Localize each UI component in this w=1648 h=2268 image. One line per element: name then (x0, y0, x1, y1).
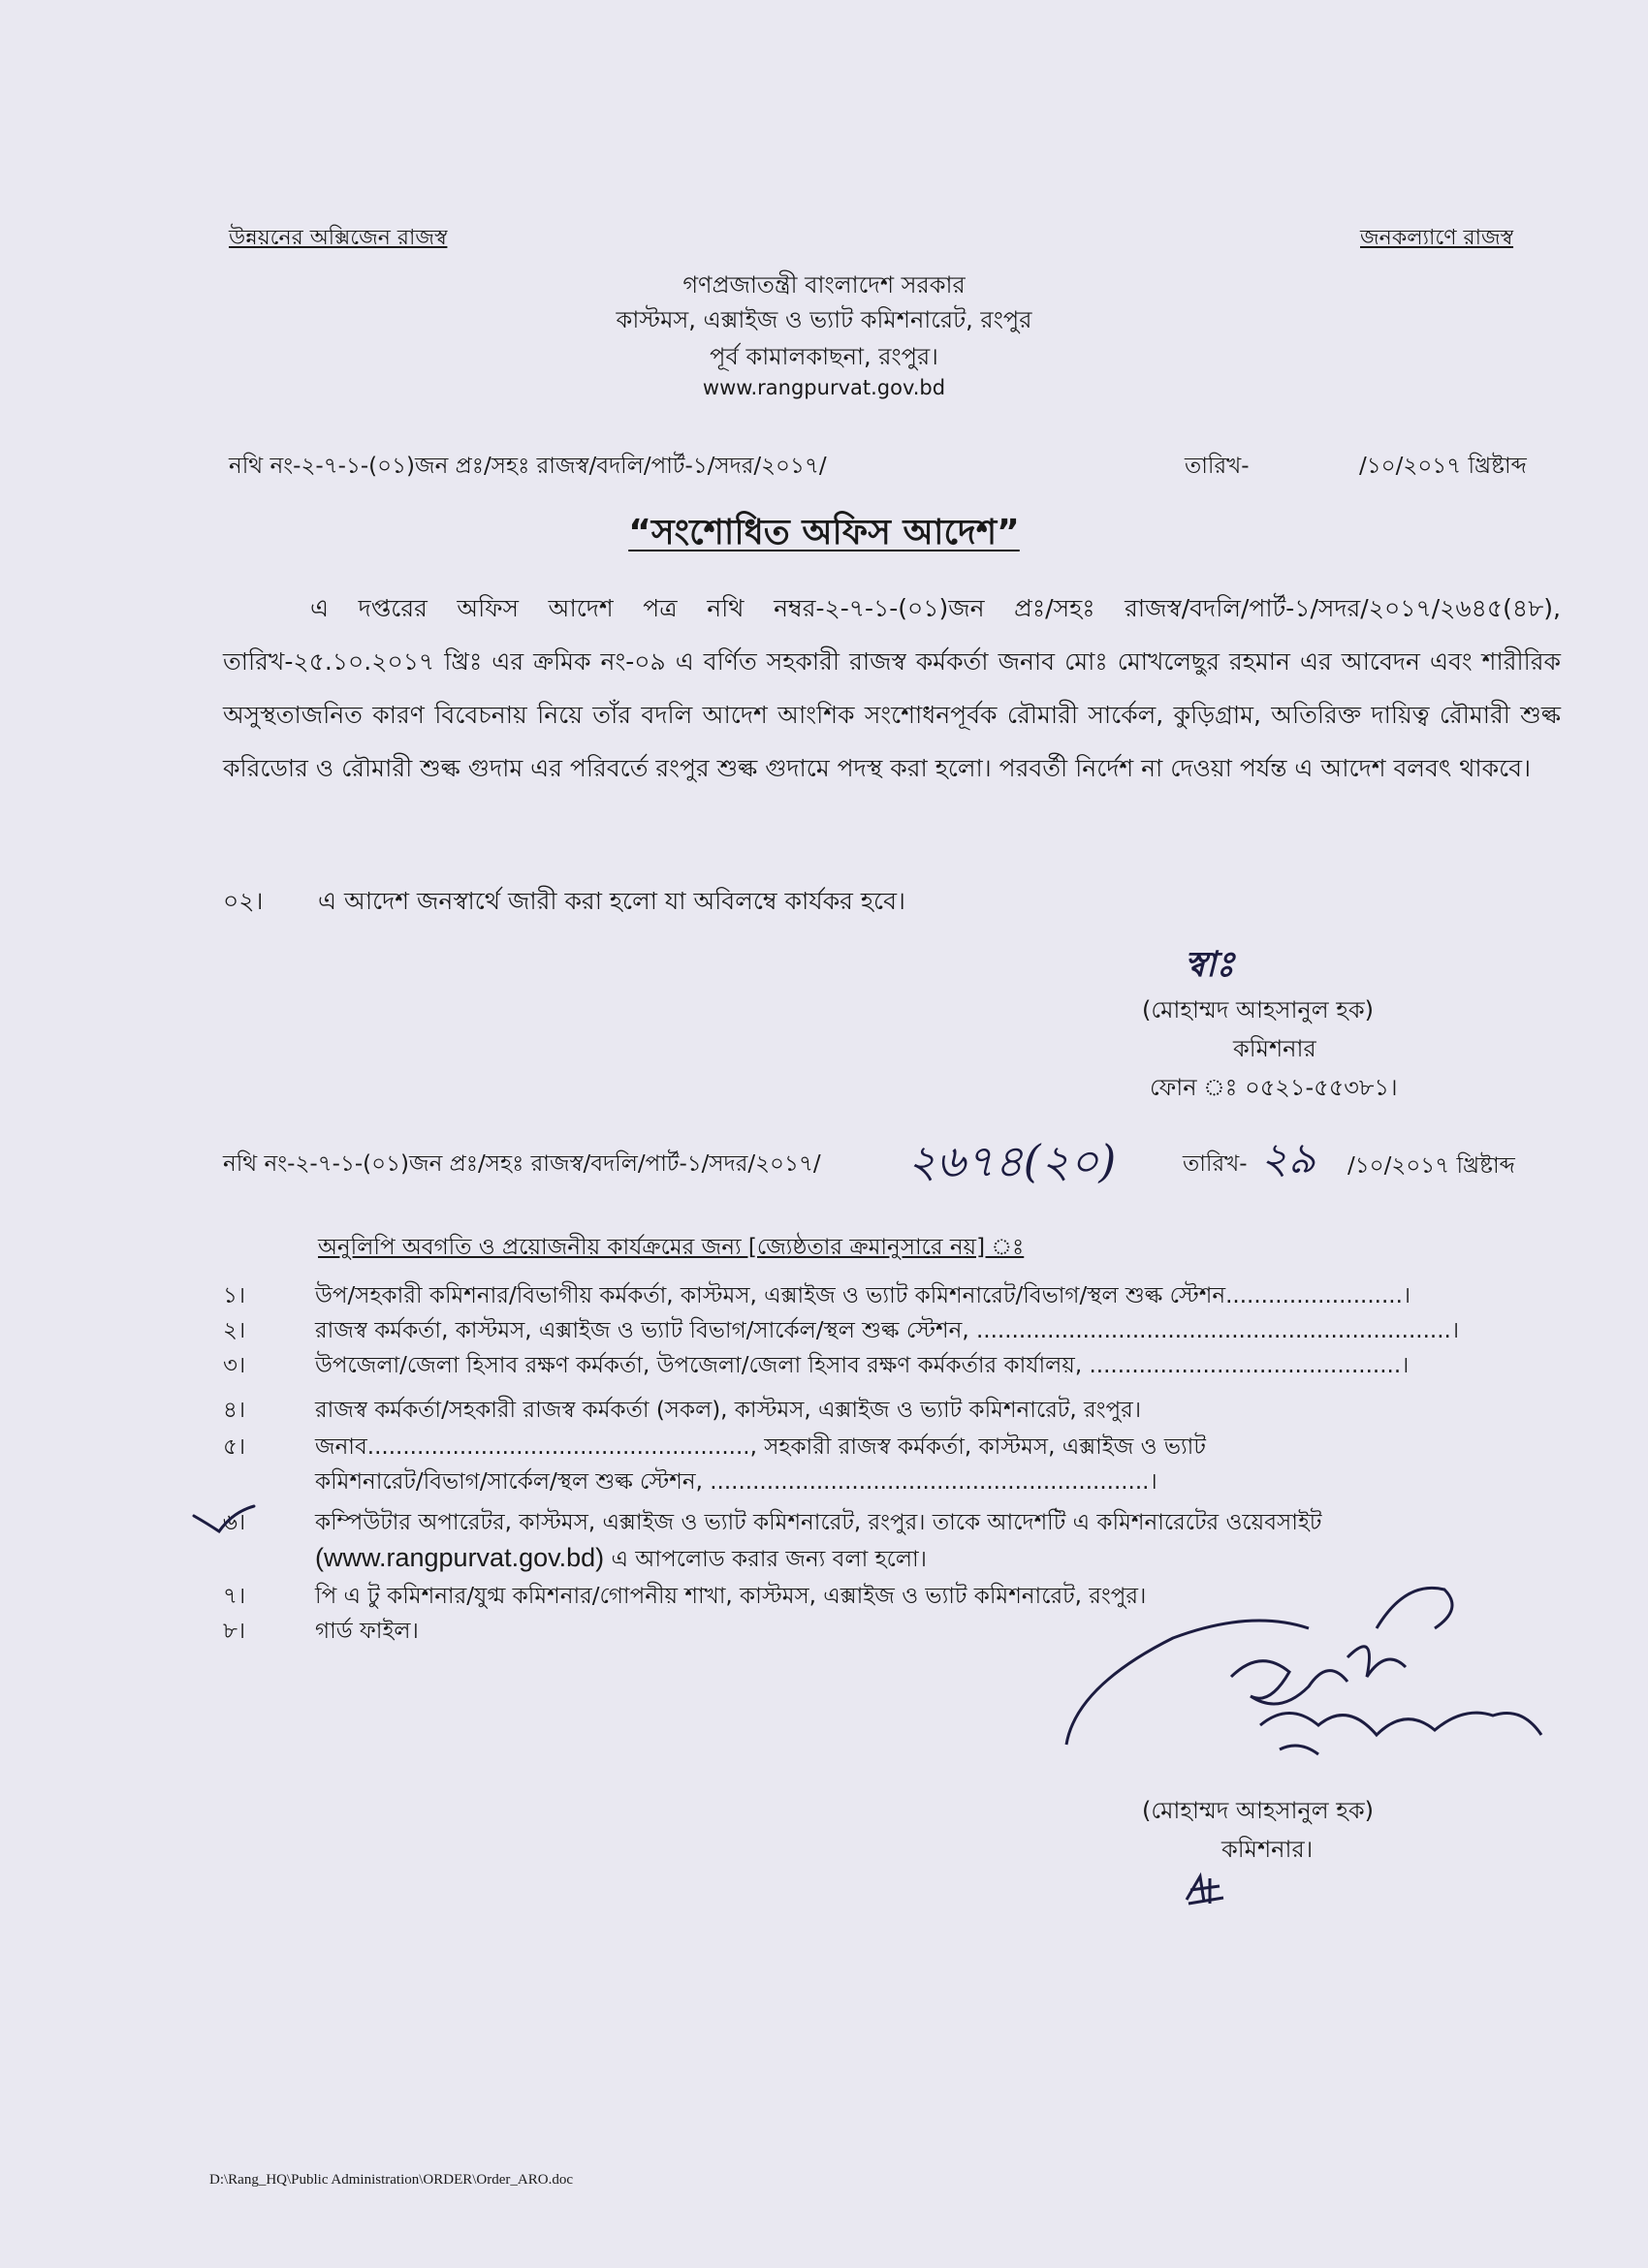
order-title (0, 506, 1648, 564)
footer-file-path: D:\Rang_HQ\Public Administration\ORDER\Order_ARO.doc (209, 2172, 573, 2188)
handwritten-date-day: ২৯ (1260, 1134, 1316, 1183)
list-item-number: ৮। (223, 1619, 246, 1644)
signatory-phone: ফোন ঃ ০৫২১-৫৫৩৮১। (1150, 1074, 1398, 1101)
list-item: উপজেলা/জেলা হিসাব রক্ষণ কর্মকর্তা, উপজেলা/জেলা হিসাব রক্ষণ কর্মকর্তার কার্যালয়, ............................................। (315, 1353, 1410, 1378)
copy-date-label: তারিখ- (1183, 1151, 1248, 1177)
website-link[interactable]: (www.rangpurvat.gov.bd) (315, 1543, 605, 1572)
list-item-number: ২। (223, 1318, 246, 1343)
initial-mark-icon (1181, 1871, 1229, 1909)
list-item-number: ৩। (223, 1353, 246, 1378)
list-item: রাজস্ব কর্মকর্তা/সহকারী রাজস্ব কর্মকর্তা (সকল), কাস্টমস, এক্সাইজ ও ভ্যাট কমিশনারেট, রংপুর। (315, 1398, 1142, 1423)
para2-text: এ আদেশ জনস্বার্থে জারী করা হলো যা অবিলম্বে কার্যকর হবে। (318, 887, 905, 915)
signature-scribble-icon (1057, 1570, 1561, 1764)
list-item-number: ১। (223, 1283, 246, 1308)
signatory-designation: কমিশনার (1233, 1035, 1316, 1062)
list-item-continuation (315, 1541, 927, 1579)
copy-file-number: নথি নং-২-৭-১-(০১)জন প্রঃ/সহঃ রাজস্ব/বদলি/পার্ট-১/সদর/২০১৭/ (223, 1151, 821, 1177)
order-body-paragraph: এ দপ্তরের অফিস আদেশ পত্র নথি নম্বর-২-৭-১-(০১)জন প্রঃ/সহঃ রাজস্ব/বদলি/পার্ট-১/সদর/২০১৭/২৬৪৫(৪৮), তারিখ-২৫.১০.২০১৭ খ্রিঃ এর ক্রমিক নং-০৯ এ বর্ণিত সহকারী রাজস্ব কর্মকর্তা জনাব মোঃ মোখলেছুর রহমান এর আবেদন এবং শারীরিক অসুস্থতাজনিত কারণ বিবেচনায় নিয়ে তাঁর বদলি আদেশ আংশিক সংশোধনপূর্বক রৌমারী সার্কেল, কুড়িগ্রাম, অতিরিক্ত দায়িত্ব রৌমারী শুল্ক করিডোর ও রৌমারী শুল্ক গুদাম এর পরিবর্তে রংপুর শুল্ক গুদামে পদস্থ করা হলো। পরবর্তী নির্দেশ না দেওয়া পর্যন্ত এ আদেশ বলবৎ থাকবে। (223, 594, 1561, 782)
para2-number: ০২। (223, 887, 264, 915)
signature-mark: স্বাঃ (1185, 944, 1235, 985)
handwritten-memo-number: ২৬৭৪(২০) (907, 1135, 1117, 1187)
list-item: পি এ টু কমিশনার/যুগ্ম কমিশনার/গোপনীয় শাখা, কাস্টমস, এক্সাইজ ও ভ্যাট কমিশনারেট, রংপুর। (315, 1584, 1147, 1609)
slogan-right: জনকল্যাণে রাজস্ব (1360, 226, 1514, 250)
tick-mark-icon (190, 1498, 258, 1537)
list-item: গার্ড ফাইল। (315, 1619, 419, 1644)
list-item-number: ৪। (223, 1398, 246, 1423)
slogan-left: উন্নয়নের অক্সিজেন রাজস্ব (229, 226, 448, 250)
list-item: উপ/সহকারী কমিশনার/বিভাগীয় কর্মকর্তা, কাস্টমস, এক্সাইজ ও ভ্যাট কমিশনারেট/বিভাগ/স্থল শুল্ক স্টেশন.........................। (315, 1283, 1411, 1308)
file-number: নথি নং-২-৭-১-(০১)জন প্রঃ/সহঃ রাজস্ব/বদলি/পার্ট-১/সদর/২০১৭/ (229, 454, 827, 479)
date-label: তারিখ- (1185, 454, 1250, 479)
government-name: গণপ্রজাতন্ত্রী বাংলাদেশ সরকার (682, 271, 966, 299)
order-title-text: “সংশোধিত অফিস আদেশ” (628, 513, 1020, 552)
copy-heading: অনুলিপি অবগতি ও প্রয়োজনীয় কার্যক্রমের জন্য [জ্যেষ্ঠতার ক্রমানুসারে নয়] ঃ (318, 1235, 1025, 1260)
list-item: কম্পিউটার অপারেটর, কাস্টমস, এক্সাইজ ও ভ্যাট কমিশনারেট, রংপুর। তাকে আদেশটি এ কমিশনারেটের ওয়েবসাইট (315, 1510, 1322, 1535)
list-item-continuation: কমিশনারেট/বিভাগ/সার্কেল/স্থল শুল্ক স্টেশন, ..............................................................। (315, 1469, 1157, 1495)
list-item-continuation-text: এ আপলোড করার জন্য বলা হলো। (604, 1547, 927, 1572)
list-item: রাজস্ব কর্মকর্তা, কাস্টমস, এক্সাইজ ও ভ্যাট বিভাগ/সার্কেল/স্থল শুল্ক স্টেশন, ...................................................................। (315, 1318, 1460, 1343)
date-value: /১০/২০১৭ খ্রিষ্টাব্দ (1359, 454, 1527, 479)
website-link[interactable]: www.rangpurvat.gov.bd (702, 376, 946, 399)
list-item-number: ৫। (223, 1434, 246, 1460)
signatory-name: (মোহাম্মদ আহসানুল হক) (1142, 996, 1375, 1024)
office-address: পূর্ব কামালকাছনা, রংপুর। (710, 343, 938, 370)
signatory2-designation: কমিশনার। (1221, 1836, 1314, 1863)
signatory2-name: (মোহাম্মদ আহসানুল হক) (1142, 1797, 1375, 1824)
copy-date-value: /১০/২০১৭ খ্রিষ্টাব্দ (1347, 1153, 1515, 1179)
list-item-number: ৭। (223, 1584, 246, 1609)
office-name: কাস্টমস, এক্সাইজ ও ভ্যাট কমিশনারেট, রংপুর (616, 306, 1032, 333)
list-item-number: ৬। (223, 1510, 246, 1535)
list-item: জনাব......................................................, সহকারী রাজস্ব কর্মকর্তা, কাস্টমস, এক্সাইজ ও ভ্যাট (315, 1434, 1206, 1460)
